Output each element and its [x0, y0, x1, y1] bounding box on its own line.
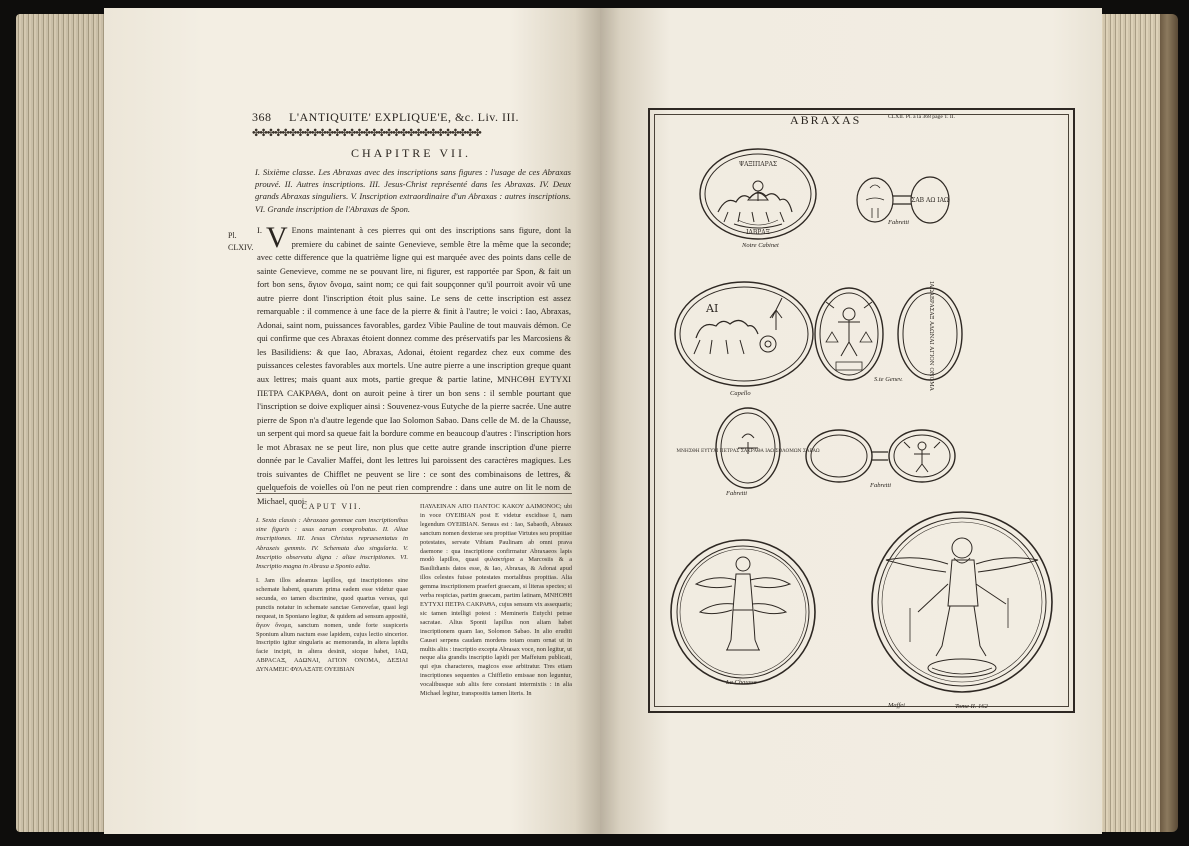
caption-sainte-genevieve: S.te Genev.: [874, 376, 903, 383]
gem1-bottom-inscription: ΙΑΒΡΑΞ: [746, 229, 770, 236]
caption-la-chausse: La Chausse: [726, 679, 757, 686]
caption-fabretti-2: Fabretti: [726, 490, 748, 497]
plate-engravings: [648, 108, 1075, 713]
caption-maffei: Maffei: [888, 702, 905, 709]
chapter-title: CHAPITRE VII.: [350, 146, 472, 160]
caption-fabretti-3: Fabretti: [870, 482, 892, 489]
latin-summary: I. Sexta classis : Abraxaea gemmae cum inscriptionibus sine figuris : usus earum comprobatus. II. Aliae inscriptiones. III. Jesus Christus repraesentatus in Abraxeis gemmis. IV. Schemata duo singularia. V. Inscriptio observatu digna : aliae inscriptiones. VI. Inscriptio magna in Abraxa a Sponio edita.: [256, 516, 408, 570]
gem2-inscription: ΣΑΒ ΑΩ ΙΑΩ: [911, 197, 949, 204]
caption-notre-cabinet: Notre Cabinet: [742, 242, 779, 249]
page-number: 368: [252, 110, 272, 124]
chapter-summary: I. Sixième classe. Les Abraxas avec des inscriptions sans figures : l'usage de ces Abraxas prouvé. II. Autres inscriptions. III. Jesus-Christ représenté dans les Abraxas. IV. Deux grands Abraxas singuliers. V. Inscription extraordinaire d'un Abraxas : autres inscriptions. VI. Grande inscription de l'Abraxas de Spon.: [255, 167, 571, 214]
gem-figure-sainte-genevieve: [815, 288, 883, 380]
latin-column-a: [256, 503, 408, 709]
gem-chariot-capello: [675, 282, 813, 386]
running-head: [252, 110, 572, 125]
caption-capello: Capello: [730, 390, 751, 397]
gem5-inscription: ΜΝΗΣΘΗ ΕΥΤΥΧΙ ΠΕΤΡΑΣ ΣΑΚΡΑΘΑ ΙΑΩ ΣΟΛΟΜΩΝ ΣΑΒΑΩ: [676, 449, 820, 454]
section-number: I.: [257, 225, 262, 235]
plate-title: ABRAXAS: [790, 113, 862, 127]
drop-cap: V: [265, 221, 288, 254]
ornament-band: ✤✤✤✤✤✤✤✤✤✤✤✤✤✤✤✤✤✤✤✤✤✤✤✤✤✤✤✤✤✤✤: [252, 128, 481, 139]
plate-margin-note: Pl. CLXIV.: [228, 231, 254, 252]
section-rule: [256, 493, 572, 494]
gem3-letters: ΑΙ: [706, 302, 719, 315]
book-cover-edge: [1160, 14, 1178, 832]
latin-column-b: [420, 503, 572, 709]
running-head-title: L'ANTIQUITE' EXPLIQUE'E, &c. Liv. III.: [289, 110, 519, 124]
latin-text-a: I. Jam illos adeamus lapillos, qui inscriptiones sine schemate habent, quarum prima eadem esse videtur quae secunda, eo tamen discrimine, quod quartus versus, qui punctis notatur in schemate sanctae Genovefae, quasi legi nequeat, in Sponiano legitur, & quidem ad sensum appositè, ἅγιον ὄνομα, sanctum nomen, unde forte suspiceris Sponium alium nactum esse lapidem, cujus lectio sincerior. Inscriptio igitur singularis ac memoranda, in altera lapidis facie incipit, in altera desinit, sicque habet, ΙΑΩ, ΑΒΡΑϹΑΞ, ΑΔΩΝΑΙ, ΑΓΙΟΝ ΟΝΟΜΑ, ΔΕΞΙΑΙ ΔΥΝΑΜΕΙϹ ΦΥΛΑΞΑΤΕ ΟΥΕΙΒΙΑΝ: [256, 577, 408, 674]
french-paragraph: Enons maintenant à ces pierres qui ont des inscriptions sans figure, dont la premiere du cabinet de sainte Genevieve, semble être la même que la seconde; avec cette difference que la quatrième ligne qui est marquée avec des points dans celle de sainte Genevieve, comme ne se pouvant lire, ni figurer, est rapportée par Spon, & fait un fort bon sens, ἅγιον ὄνομα, saint nom; ce qui fait soupçonner qu'il pourroit avoir vû une autre pierre dont l'inscription étoit plus saine. Le sens de cette inscription est assez remarquable : il commence à une face de la pierre & finit à l'autre; le voici : Iao, Abraxas, Adonai, saint nom, puissances favorables, gardez Vibie Pauline de tout mauvais démon. Ce qui confirme que ces Abraxas étoient donnez comme des préservatifs par les Marcosiens & les Basilidiens: & que Iao, Abraxas, Adonai, étoient regardez chez eux comme des puissances celestes favorables aux mortels. Une autre pierre a une inscription greque quant aux lettres; mais quant aux mots, partie greque & partie latine, ΜΝΗϹΘΗ ΕΥΤΥΧΙ ΠΕΤΡΑ ϹΑΚΡΑΘΑ, dont on auroit peine à tirer un bon sens : il semble pourtant que l'inscription se doive expliquer ainsi : Souvenez-vous Eutyche de la pierre sacrée. Une autre pierre de Spon n'a d'autre legende que Iao Solomon Sabao. Dans celle de M. de la Chausse, un serpent qui mord sa queue fait la bordure comme en beaucoup d'autres : l'inscription hors le mot Abrasax ne se peut lire, non plus que cette autre grande inscription d'une pierre donnée par le Cavalier Maffei, dont les lettres lui paroissent des caractères magiques. Les trois suivantes de Chifflet ne peuvent se lire : ce sont des combinaisons de lettres, & quelquefois de voielles où l'on ne peut rien comprendre : dans une autre on lit le nom de Michael, quoi-: [257, 225, 571, 506]
left-page-edges: [16, 14, 112, 832]
gem-pair-fabretti-2: [806, 430, 955, 482]
gem-inscription-fabretti: [716, 408, 780, 488]
gem-serpent-figure-maffei: [872, 512, 1052, 692]
plate-footer: Tome II. 162: [955, 703, 988, 710]
gem1-inscription: ΨΑΞΙΠΑΡΑΣ: [738, 161, 778, 168]
gem-winged-figure-la-chausse: [671, 540, 815, 684]
latin-text-b: ΠΑΥΛΕΙΝΑΝ ΑΠΟ ΠΑΝΤΟϹ ΚΑΚΟΥ ΔΑΙΜΟΝΟϹ; ubi in voce ΟΥΕΙΒΙΑΝ post Ε videtur excidisse Ι, nam legendum ΟΥΕΙΒΙΑΝ. Sensus est : Iao, Sabaoth, Abrasax sanctum nomen dexterae seu propitiae Virtutes seu propitiae potestates, servate Vibiam Paulinam ab omni prava daemone : qua inscriptione confirmatur Abraxaeos lapis modò lapillos, quasi φυλακτήρια a Marcosiis & a Basilidianis datos esse, & Iao, Abraxas, & Adonai apud illos celestes fuisse potestates mortalibus propitias. Alia gemma inscriptionem praefert graecam, si literas spectes; si verba respicias, partim graecam, partim latinam, ΜΝΗϹΘΗ ΕΥΤΥΧΙ ΠΕΤΡΑ ϹΑΚΡΑΘΑ, cujus sensum vix assequaris; sic tamen intelligi potest : Memineris Eutychi petrae sacratae. Alius Sponii lapillus non aliam habet inscriptionem quam Iao, Solomon Sabao. In alio eruditi Causei serpens caudam mordens totam oram ornat ut in multis aliis : inscriptio excepta Abrasax voce, non legitur, ut neque alia grandis inscriptio lapidi per Maffeium publicati, qui ejus characteres, magicos esse arbitratur. Tres etiam inscriptiones sequentes a Chiffletio emissae non leguntur, vocalibusque sub aliis fere constant intermixtis : in alia Michael legitur, transpositis tamen literis. In: [420, 503, 572, 698]
caption-fabretti-1: Fabretti: [888, 219, 910, 226]
plate-reference: CLXII. Pl. a la 368 page T. II.: [888, 114, 956, 120]
latin-caput: CAPUT VII.: [301, 503, 363, 511]
french-body-text: [257, 221, 571, 508]
gem4b-inscription: ΙΑΩΑΒΡΑΣΑΞ ΑΔΩΝΑΙ ΑΓΙΟΝ ΟΝΟΜΑ: [928, 281, 934, 391]
